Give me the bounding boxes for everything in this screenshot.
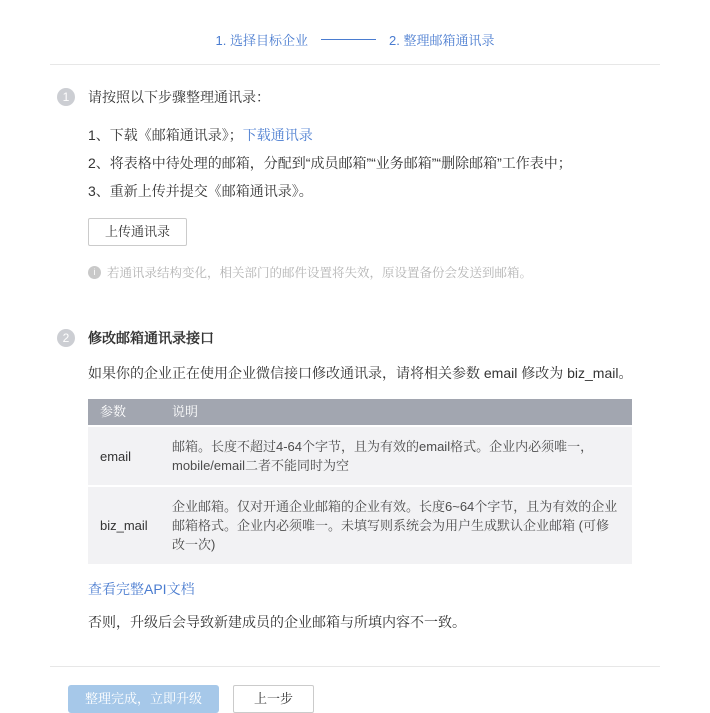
contacts-note [88,263,660,281]
top-divider [50,64,660,65]
step-1-badge: 1 [57,88,75,106]
param-biz-mail-desc: 企业邮箱。仅对开通企业邮箱的企业有效。长度6~64个字节，且为有效的企业邮箱格式。企业内必须唯一。未填写则系统会为用户生成默认企业邮箱 (可修改一次) [160,487,632,564]
param-email-desc: 邮箱。长度不超过4-64个字节，且为有效的email格式。企业内必须唯一，mobile/email二者不能同时为空 [160,427,632,485]
upload-contacts-button[interactable]: 上传通讯录 [88,218,187,246]
previous-step-button[interactable]: 上一步 [233,685,314,713]
main-content [0,88,710,632]
table-header-row [88,399,632,425]
step-2-badge: 2 [57,329,75,347]
desc-column-header: 说明 [160,399,632,425]
footer-actions [0,667,710,713]
param-email: email [88,427,160,485]
api-doc-link[interactable]: 查看完整API文档 [88,581,195,597]
table-row [88,427,632,485]
table-row [88,487,632,564]
instruction-line-2: 2、将表格中待处理的邮箱，分配到“成员邮箱”“业务邮箱”“删除邮箱”工作表中； [88,155,572,171]
instruction-1-text: 1、下载《邮箱通讯录》； [88,127,243,143]
section-modify-api [50,329,660,632]
api-params-table [88,397,632,566]
stepper-connector [321,39,376,40]
stepper-step-2: 2. 整理邮箱通讯录 [389,33,495,48]
upgrade-button[interactable]: 整理完成，立即升级 [68,685,219,713]
section-organize-contacts [50,88,660,281]
contacts-note-text: 若通讯录结构变化，相关部门的邮件设置将失效，原设置备份会发送到邮箱。 [107,266,533,280]
download-contacts-link[interactable]: 下载通讯录 [242,127,313,143]
section-2-title: 修改邮箱通讯录接口 [88,330,214,346]
param-column-header: 参数 [88,399,160,425]
instruction-list [88,121,660,205]
param-biz-mail: biz_mail [88,487,160,564]
stepper [0,0,710,49]
info-icon: i [88,266,101,279]
api-intro-text: 如果你的企业正在使用企业微信接口修改通讯录，请将相关参数 email 修改为 biz_mail。 [88,365,633,381]
instruction-line-1 [88,121,660,149]
instruction-line-3: 3、重新上传并提交《邮箱通讯录》。 [88,183,313,199]
section-1-title: 请按照以下步骤整理通讯录： [88,89,270,105]
stepper-step-1: 1. 选择目标企业 [215,33,308,48]
warning-text: 否则，升级后会导致新建成员的企业邮箱与所填内容不一致。 [88,614,466,630]
